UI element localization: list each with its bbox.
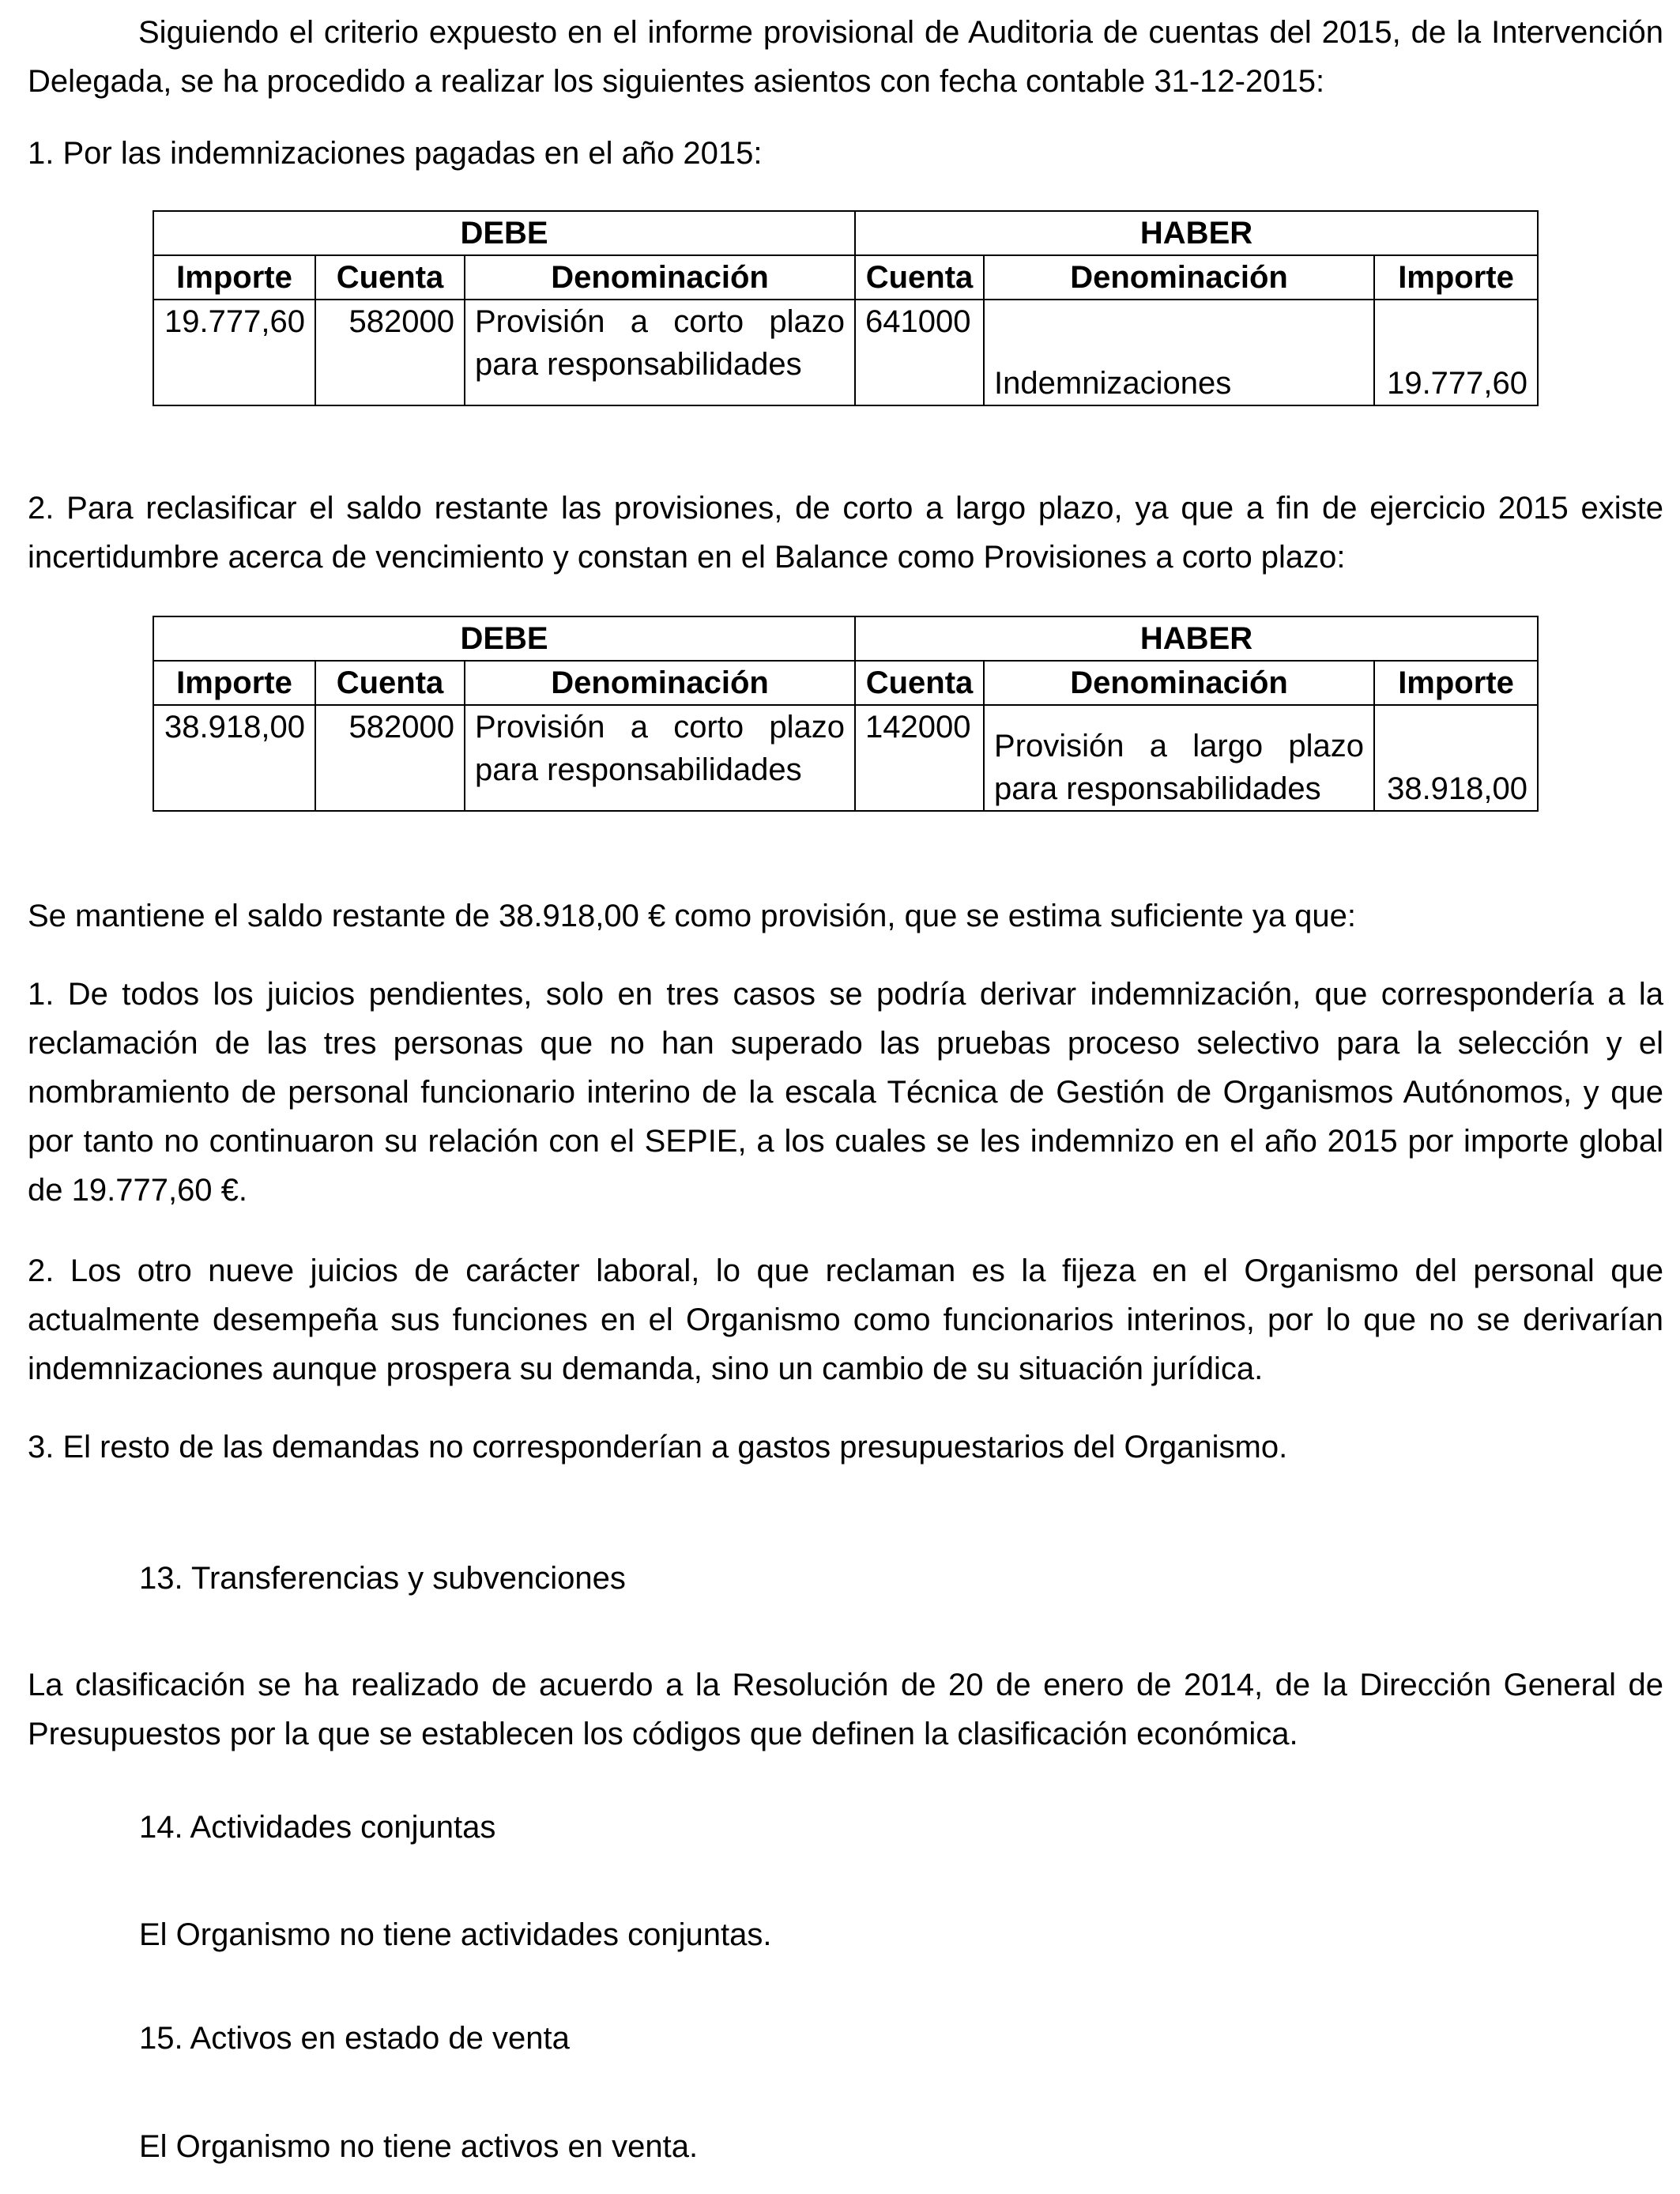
section-14-paragraph: El Organismo no tiene actividades conjuntas. xyxy=(139,1917,772,1952)
col-denominacion-debe: Denominación xyxy=(465,661,855,705)
debe-importe-cell: 19.777,60 xyxy=(153,300,315,405)
debe-importe-cell: 38.918,00 xyxy=(153,705,315,811)
point-2-paragraph: 2. Los otro nueve juicios de carácter laboral, lo que reclaman es la fijeza en el Organismo del personal que actualmente desempeña sus funciones en el Organismo como funcionarios interinos, por lo que no se derivarían indemnizaciones aunque prospera su demanda, sino un cambio de su situación jurídica. xyxy=(28,1253,1663,1386)
col-denominacion-haber: Denominación xyxy=(984,661,1374,705)
col-cuenta-debe: Cuenta xyxy=(315,255,465,300)
col-cuenta-haber: Cuenta xyxy=(855,255,984,300)
point-1-paragraph: 1. De todos los juicios pendientes, solo en tres casos se podría derivar indemnización, que correspondería a la reclamación de las tres personas que no han superado las pruebas proceso selectivo para la selección y el nombramiento de personal funcionario interino de la escala Técnica de Gestión de Organismos Autónomos, y que por tanto no continuaron su relación con el SEPIE, a los cuales se les indemnizo en el año 2015 por importe global de 19.777,60 €. xyxy=(28,977,1663,1208)
table-row xyxy=(153,300,1538,405)
debe-header: DEBE xyxy=(153,211,855,255)
col-importe-haber: Importe xyxy=(1374,661,1538,705)
debe-cuenta-cell: 582000 xyxy=(315,705,465,811)
debe-denominacion-cell xyxy=(465,705,855,811)
point-3-paragraph: 3. El resto de las demandas no corresponderían a gastos presupuestarios del Organismo. xyxy=(28,1430,1288,1465)
col-denominacion-haber: Denominación xyxy=(984,255,1374,300)
debe-denominacion-line2: para responsabilidades xyxy=(475,347,802,382)
col-importe-debe: Importe xyxy=(153,661,315,705)
col-denominacion-debe: Denominación xyxy=(465,255,855,300)
table-row xyxy=(153,705,1538,811)
item1-title: 1. Por las indemnizaciones pagadas en el año 2015: xyxy=(28,136,763,171)
haber-denominacion-cell xyxy=(984,705,1374,811)
haber-denominacion-cell: Indemnizaciones xyxy=(984,300,1374,405)
debe-denominacion-line1: Provisión a corto plazo xyxy=(475,304,846,339)
item2-title: 2. Para reclasificar el saldo restante las provisiones, de corto a largo plazo, ya que a fin de ejercicio 2015 existe incertidumbre acerca de vencimiento y constan en el Balance como Provisiones a corto plazo: xyxy=(28,491,1663,575)
section-13-heading: 13. Transferencias y subvenciones xyxy=(139,1561,626,1596)
journal-entry-table-1 xyxy=(153,210,1539,406)
haber-cuenta-cell: 641000 xyxy=(855,300,984,405)
haber-header: HABER xyxy=(855,616,1538,661)
intro-paragraph: Siguiendo el criterio expuesto en el informe provisional de Auditoria de cuentas del 2015, de la Intervención Delegada, se ha procedido a realizar los siguientes asientos con fecha contable 31-12-2015: xyxy=(28,15,1663,99)
haber-importe-cell: 38.918,00 xyxy=(1374,705,1538,811)
col-importe-debe: Importe xyxy=(153,255,315,300)
debe-denominacion-line2: para responsabilidades xyxy=(475,752,802,787)
haber-cuenta-cell: 142000 xyxy=(855,705,984,811)
haber-header: HABER xyxy=(855,211,1538,255)
journal-entry-table-2 xyxy=(153,616,1539,812)
haber-denominacion-line1: Provisión a largo plazo xyxy=(994,729,1365,763)
debe-cuenta-cell: 582000 xyxy=(315,300,465,405)
section-15-paragraph: El Organismo no tiene activos en venta. xyxy=(139,2129,699,2164)
col-cuenta-debe: Cuenta xyxy=(315,661,465,705)
debe-denominacion-line1: Provisión a corto plazo xyxy=(475,710,846,745)
section-15-heading: 15. Activos en estado de venta xyxy=(139,2021,570,2056)
col-importe-haber: Importe xyxy=(1374,255,1538,300)
saldo-paragraph: Se mantiene el saldo restante de 38.918,00 € como provisión, que se estima suficiente ya que: xyxy=(28,899,1357,933)
debe-denominacion-cell xyxy=(465,300,855,405)
section-14-heading: 14. Actividades conjuntas xyxy=(139,1810,496,1845)
section-13-paragraph: La clasificación se ha realizado de acuerdo a la Resolución de 20 de enero de 2014, de la Dirección General de Presupuestos por la que se establecen los códigos que definen la clasificación económica. xyxy=(28,1668,1663,1751)
haber-importe-cell: 19.777,60 xyxy=(1374,300,1538,405)
col-cuenta-haber: Cuenta xyxy=(855,661,984,705)
debe-header: DEBE xyxy=(153,616,855,661)
haber-denominacion-line2: para responsabilidades xyxy=(994,771,1321,806)
